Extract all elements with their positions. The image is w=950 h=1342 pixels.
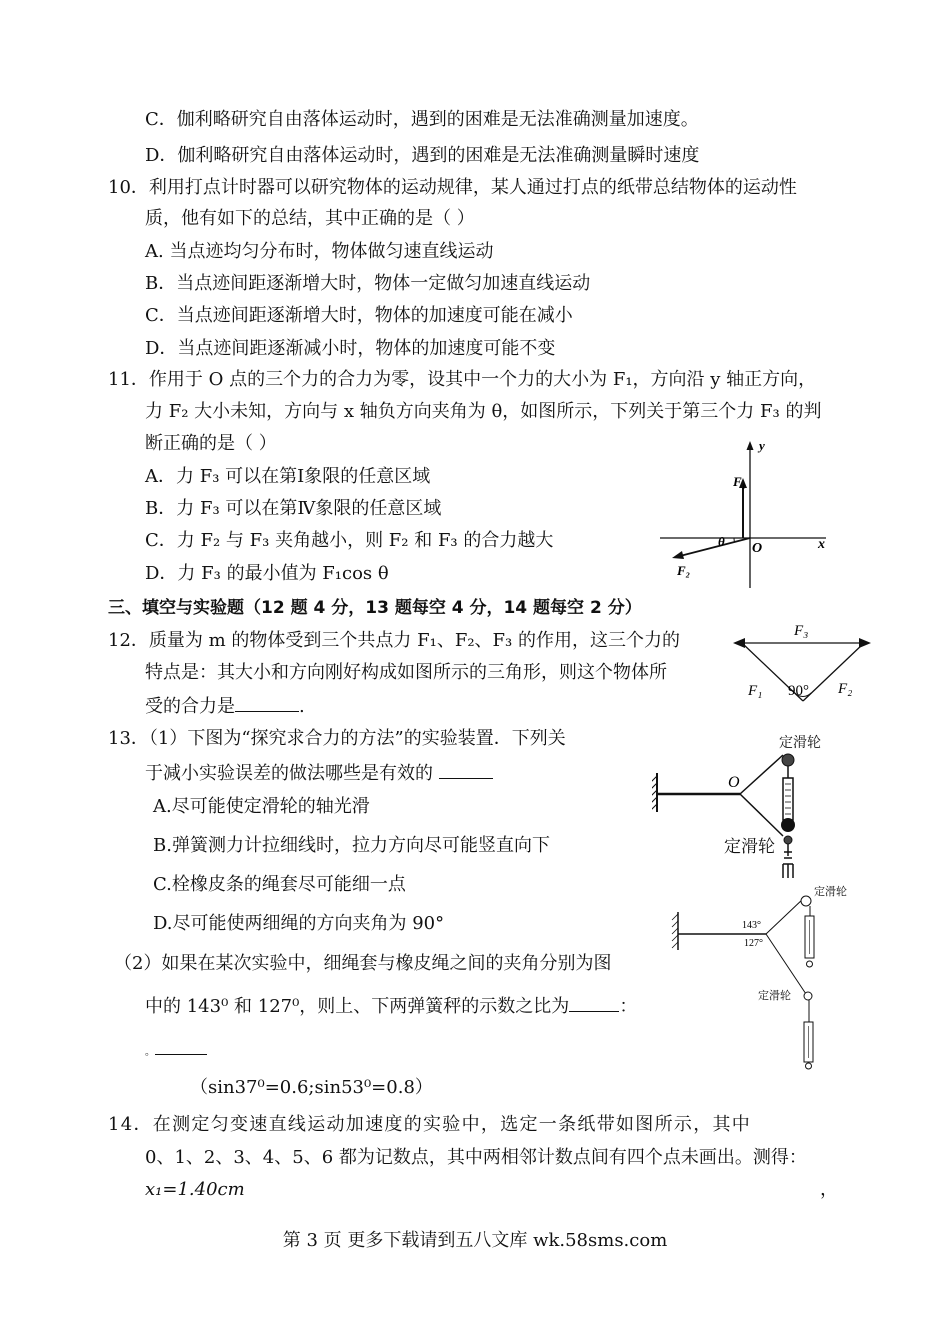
q12-answer-blank[interactable] <box>235 693 299 712</box>
q13-angle-diagram <box>664 884 864 1074</box>
force-f2-arrowhead <box>672 551 684 559</box>
q12-force-triangle <box>728 615 878 707</box>
f2-label: F₂ <box>677 563 691 578</box>
q13-option-a: A.尽可能使定滑轮的轴光滑 <box>153 796 370 817</box>
q10-option-c: C．当点迹间距逐渐增大时，物体的加速度可能在减小 <box>145 305 573 326</box>
x-axis-label: x <box>818 537 825 552</box>
f1-label: F₁ <box>748 683 763 699</box>
lower-pulley <box>784 836 792 844</box>
q13-hint: （sin37⁰=0.6;sin53⁰=0.8） <box>190 1077 433 1098</box>
q14-stem-line1: 14．在测定匀变速直线运动加速度的实验中，选定一条纸带如图所示，其中 <box>108 1114 752 1135</box>
q13-part2-line3 <box>145 1036 207 1065</box>
scale-weight <box>781 818 795 832</box>
upper-string <box>740 755 783 794</box>
q13-stem-line1: 13．（1）下图为“探究求合力的方法”的实验装置．下列关 <box>108 728 566 749</box>
q13-option-c: C.栓橡皮条的绳套尽可能细一点 <box>153 874 406 895</box>
f2-label: F₂ <box>838 681 853 697</box>
q11-option-b: B．力 F₃ 可以在第Ⅳ象限的任意区域 <box>145 498 442 519</box>
theta-label: θ <box>718 534 725 549</box>
q13-answer-blank-3[interactable] <box>155 1036 207 1055</box>
f3-arrowhead-right <box>859 638 871 648</box>
top-pulley <box>782 754 794 766</box>
q12-stem-line2: 特点是：其大小和方向刚好构成如图所示的三角形，则这个物体所 <box>145 662 667 683</box>
o-label: O <box>728 774 740 791</box>
q14-x1-value: x₁=1.40cm <box>145 1179 245 1200</box>
q13-part2-line1: （2）如果在某次实验中，细绳套与橡皮绳之间的夹角分别为图 <box>114 953 612 974</box>
upper-scale-weight <box>807 961 813 967</box>
lower-string <box>766 934 806 994</box>
q14-trailing-comma: ， <box>820 1179 838 1200</box>
q9-option-d: D．伽利略研究自由落体运动时，遇到的困难是无法准确测量瞬时速度 <box>145 145 700 166</box>
lower-scale-weight <box>806 1063 812 1069</box>
page-footer: 第 3 页 更多下载请到五八文库 wk.58sms.com <box>282 1230 668 1251</box>
q13-stem-line2 <box>145 760 493 786</box>
f1-label: F₁ <box>733 474 747 489</box>
q13-option-b: B.弹簧测力计拉细线时，拉力方向尽可能竖直向下 <box>153 835 550 856</box>
q12-period: . <box>299 696 305 717</box>
q13-bottom-pulley-label-mid: 定滑轮 <box>758 989 791 1002</box>
q13-part2-line2 <box>145 993 637 1019</box>
q11-stem-line3: 断正确的是（ ） <box>145 433 277 454</box>
q11-stem-line1: 11．作用于 O 点的三个力的合力为零，设其中一个力的大小为 F₁，方向沿 y 轴正方向， <box>108 369 817 390</box>
q13-top-pulley-label: 定滑轮 <box>779 735 821 751</box>
y-axis-arrow <box>747 441 754 450</box>
q13-ratio-colon: ： <box>619 996 638 1017</box>
q13-part2-dot: 。 <box>145 1047 155 1058</box>
q13-part2-line2-text: 中的 143⁰ 和 127⁰，则上、下两弹簧秤的示数之比为 <box>145 996 570 1017</box>
q13-bottom-pulley-label-top: 定滑轮 <box>814 885 847 898</box>
upper-string <box>766 898 804 934</box>
angle-127-label: 127° <box>744 938 763 949</box>
q9-option-c: C．伽利略研究自由落体运动时，遇到的困难是无法准确测量加速度。 <box>145 109 699 130</box>
lower-hook <box>783 844 793 878</box>
q14-stem-line2: 0、1、2、3、4、5、6 都为记数点，其中两相邻计数点间有四个点未画出。测得： <box>145 1147 807 1168</box>
q12-stem-line3 <box>145 693 305 719</box>
angle-143-label: 143° <box>742 920 761 931</box>
q13-mid-pulley-label: 定滑轮 <box>724 837 775 857</box>
f2-side <box>803 643 864 701</box>
q13-answer-blank-1[interactable] <box>439 760 493 779</box>
section-3-heading: 三、填空与实验题（12 题 4 分，13 题每空 4 分，14 题每空 2 分） <box>108 598 642 618</box>
y-axis-label: y <box>759 438 765 453</box>
lower-pulley <box>804 992 812 1000</box>
q10-stem-line1: 10．利用打点计时器可以研究物体的运动规律，某人通过打点的纸带总结物体的运动性 <box>108 177 797 198</box>
upper-pulley <box>801 896 811 906</box>
q13-option-d: D.尽可能使两细绳的方向夹角为 90° <box>153 913 445 934</box>
q11-option-d: D．力 F₃ 的最小值为 F₁cos θ <box>145 563 389 584</box>
q10-stem-line2: 质，他有如下的总结，其中正确的是（ ） <box>145 208 475 229</box>
q11-option-a: A．力 F₃ 可以在第Ⅰ象限的任意区域 <box>145 466 431 487</box>
f3-arrowhead-left <box>733 638 745 648</box>
q12-stem-line1: 12．质量为 m 的物体受到三个共点力 F₁、F₂、F₃ 的作用，这三个力的 <box>108 630 680 651</box>
q10-option-b: B．当点迹间距逐渐增大时，物体一定做匀加速直线运动 <box>145 273 591 294</box>
q10-option-a: A. 当点迹均匀分布时，物体做匀速直线运动 <box>145 241 494 262</box>
q13-answer-blank-2[interactable] <box>569 993 619 1012</box>
f3-label: F₃ <box>794 623 809 639</box>
q12-stem-line3-text: 受的合力是 <box>145 696 235 717</box>
origin-label: O <box>752 541 763 556</box>
q11-force-diagram <box>660 438 840 593</box>
q13-stem-line2-text: 于减小实验误差的做法哪些是有效的 <box>145 763 433 784</box>
wall-hatching <box>672 914 678 948</box>
angle-label: 90° <box>788 683 809 699</box>
force-f2-arrow <box>680 538 750 556</box>
theta-arc <box>734 538 735 542</box>
q11-option-c: C．力 F₂ 与 F₃ 夹角越小，则 F₂ 和 F₃ 的合力越大 <box>145 530 554 551</box>
q10-option-d: D．当点迹间距逐渐减小时，物体的加速度可能不变 <box>145 338 556 359</box>
lower-string <box>740 794 783 836</box>
q11-stem-line2: 力 F₂ 大小未知，方向与 x 轴负方向夹角为 θ，如图所示，下列关于第三个力 F₃ 的判 <box>145 401 822 422</box>
q13-apparatus-diagram <box>652 728 852 890</box>
